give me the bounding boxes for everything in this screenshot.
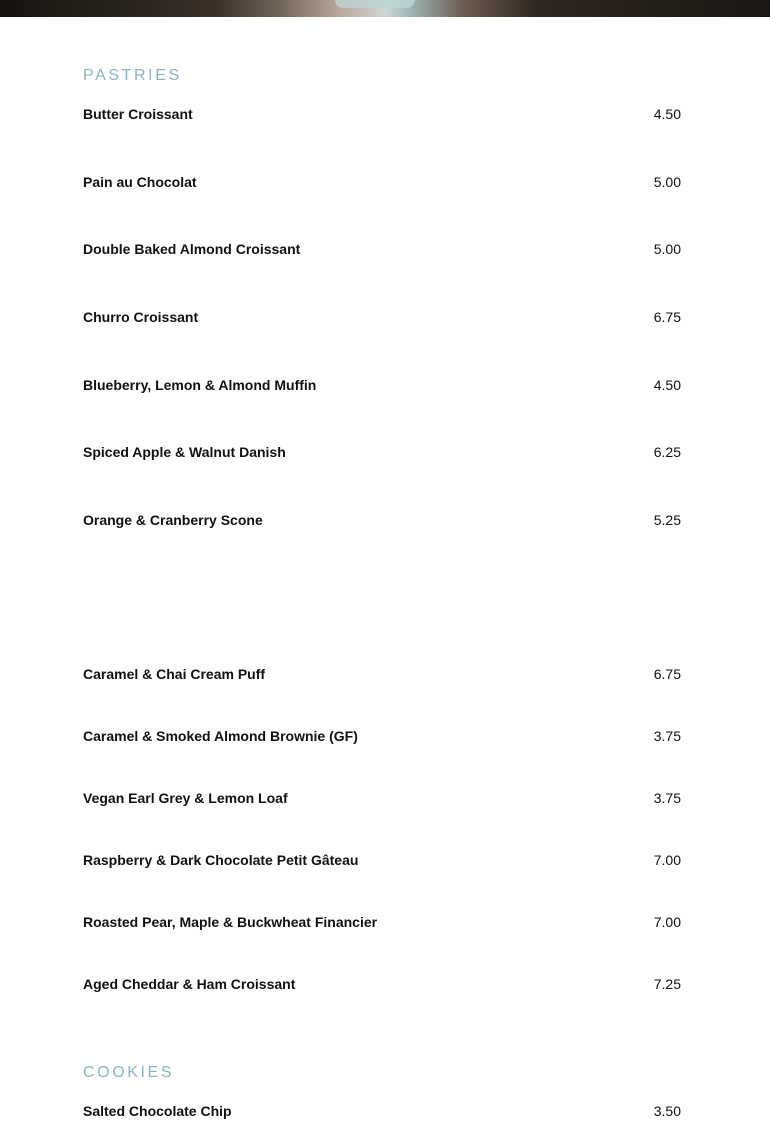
menu-item-price: 6.25 [653,444,681,460]
menu-item-price: 6.75 [653,309,681,325]
menu-item [83,1103,681,1123]
menu-item-name: Vegan Earl Grey & Lemon Loaf [83,790,288,806]
menu-item-price: 3.50 [653,1103,681,1119]
menu-item-name: Blueberry, Lemon & Almond Muffin [83,377,317,393]
menu-item [83,377,681,397]
menu-item-name: Orange & Cranberry Scone [83,512,263,528]
menu-item [83,728,681,748]
menu-item [83,512,681,532]
menu-item-name: Aged Cheddar & Ham Croissant [83,976,296,992]
menu-item-name: Butter Croissant [83,106,193,122]
menu-item [83,852,681,872]
section-title-pastries: PASTRIES [83,67,182,84]
menu-item-price: 3.75 [653,790,681,806]
menu-item [83,106,681,126]
menu-item [83,666,681,686]
hero-image [0,0,770,17]
menu-item-price: 3.75 [653,728,681,744]
menu-item-price: 5.00 [653,174,681,190]
menu-item [83,174,681,194]
menu-item-name: Pain au Chocolat [83,174,197,190]
menu-item [83,976,681,996]
menu-item-name: Spiced Apple & Walnut Danish [83,444,286,460]
menu-item [83,241,681,261]
menu-item-name: Roasted Pear, Maple & Buckwheat Financier [83,914,378,930]
menu-item-price: 7.00 [653,852,681,868]
menu-item-price: 7.25 [653,976,681,992]
menu-item-name: Caramel & Smoked Almond Brownie (GF) [83,728,358,744]
menu-item-name: Churro Croissant [83,309,199,325]
menu-item-name: Caramel & Chai Cream Puff [83,666,266,682]
menu-item-price: 4.50 [653,106,681,122]
menu-item-price: 5.00 [653,241,681,257]
menu-item-price: 5.25 [653,512,681,528]
section-title-cookies: COOKIES [83,1064,175,1081]
menu-item-price: 4.50 [653,377,681,393]
menu-item [83,309,681,329]
cup-image [335,0,415,8]
menu-item [83,444,681,464]
menu-item [83,914,681,934]
menu-item-name: Double Baked Almond Croissant [83,241,301,257]
menu-item-name: Salted Chocolate Chip [83,1103,232,1119]
menu-item-price: 7.00 [653,914,681,930]
menu-item [83,790,681,810]
menu-item-price: 6.75 [653,666,681,682]
menu-item-name: Raspberry & Dark Chocolate Petit Gâteau [83,852,359,868]
